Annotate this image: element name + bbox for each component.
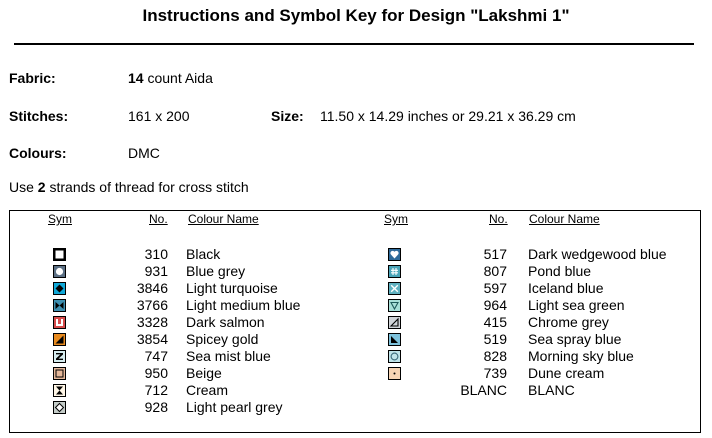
left-sym-header: Sym [48, 212, 72, 226]
fabric-label: Fabric: [9, 70, 56, 86]
right-colour-number: 807 [483, 263, 507, 279]
left-name-header: Colour Name [188, 212, 259, 226]
right-colour-name: BLANC [528, 382, 575, 398]
fabric-count: 14 [128, 70, 144, 86]
hash-icon [388, 265, 401, 278]
triangle-icon [53, 333, 66, 346]
open-square-icon [53, 248, 66, 261]
circle-icon [53, 265, 66, 278]
left-colour-name: Light pearl grey [186, 399, 283, 415]
size-label: Size: [271, 108, 304, 124]
heart-icon [388, 248, 401, 261]
right-colour-number: 828 [483, 348, 507, 364]
right-colour-name: Chrome grey [528, 314, 609, 330]
strands-count: 2 [37, 179, 46, 195]
left-colour-name: Light turquoise [186, 280, 278, 296]
slash-triangle-icon [388, 316, 401, 329]
left-colour-name: Cream [186, 382, 229, 398]
left-colour-number: 950 [144, 365, 168, 381]
left-colour-number: 3766 [136, 297, 168, 313]
left-colour-name: Sea mist blue [186, 348, 271, 364]
u-shape-icon [53, 316, 66, 329]
fabric-value [128, 70, 213, 86]
left-colour-number: 3328 [136, 314, 168, 330]
stitches-label: Stitches: [9, 108, 69, 124]
right-colour-name: Sea spray blue [528, 331, 622, 347]
right-colour-name: Iceland blue [528, 280, 604, 296]
left-colour-name: Black [186, 246, 221, 262]
strands-suffix: strands of thread for cross stitch [49, 179, 249, 195]
diamond-outline-icon [53, 401, 66, 414]
left-colour-name: Spicey gold [186, 331, 259, 347]
left-colour-number: 747 [144, 348, 168, 364]
right-colour-number: 519 [483, 331, 507, 347]
left-colour-name: Blue grey [186, 263, 246, 279]
right-colour-number: 517 [483, 246, 507, 262]
right-colour-number: BLANC [460, 382, 507, 398]
diamond-icon [53, 282, 66, 295]
right-sym-header: Sym [384, 212, 408, 226]
right-colour-number: 597 [483, 280, 507, 296]
strands-prefix: Use [9, 179, 34, 195]
right-no-header: No. [489, 212, 508, 226]
bowtie-icon [53, 299, 66, 312]
left-colour-number: 3854 [136, 331, 168, 347]
size-value: 11.50 x 14.29 inches or 29.21 x 36.29 cm [320, 108, 576, 124]
title-divider [14, 43, 694, 45]
colours-label: Colours: [9, 145, 67, 161]
left-colour-name: Beige [186, 365, 222, 381]
left-colour-number: 310 [144, 246, 168, 262]
colours-value: DMC [128, 145, 160, 161]
right-colour-name: Dune cream [528, 365, 605, 381]
x-icon [388, 282, 401, 295]
down-triangle-icon [388, 299, 401, 312]
corner-triangle-icon [388, 333, 401, 346]
square-icon [53, 367, 66, 380]
left-colour-number: 3846 [136, 280, 168, 296]
left-colour-name: Dark salmon [186, 314, 265, 330]
right-colour-name: Pond blue [528, 263, 592, 279]
right-colour-name: Morning sky blue [528, 348, 634, 364]
left-no-header: No. [149, 212, 168, 226]
right-name-header: Colour Name [529, 212, 600, 226]
ring-icon [388, 350, 401, 363]
right-colour-number: 739 [483, 365, 507, 381]
left-colour-number: 931 [144, 263, 168, 279]
z-letter-icon [53, 350, 66, 363]
dot-icon [388, 367, 401, 380]
right-colour-name: Dark wedgewood blue [528, 246, 667, 262]
strands-instruction [9, 179, 249, 195]
left-colour-number: 928 [144, 399, 168, 415]
page-title: Instructions and Symbol Key for Design "Lakshmi 1" [142, 6, 570, 25]
right-colour-number: 964 [483, 297, 507, 313]
fabric-type: count Aida [147, 70, 213, 86]
left-colour-name: Light medium blue [186, 297, 301, 313]
hourglass-icon [53, 384, 66, 397]
left-colour-number: 712 [144, 382, 168, 398]
right-colour-name: Light sea green [528, 297, 625, 313]
right-colour-number: 415 [483, 314, 507, 330]
stitches-value: 161 x 200 [128, 108, 190, 124]
